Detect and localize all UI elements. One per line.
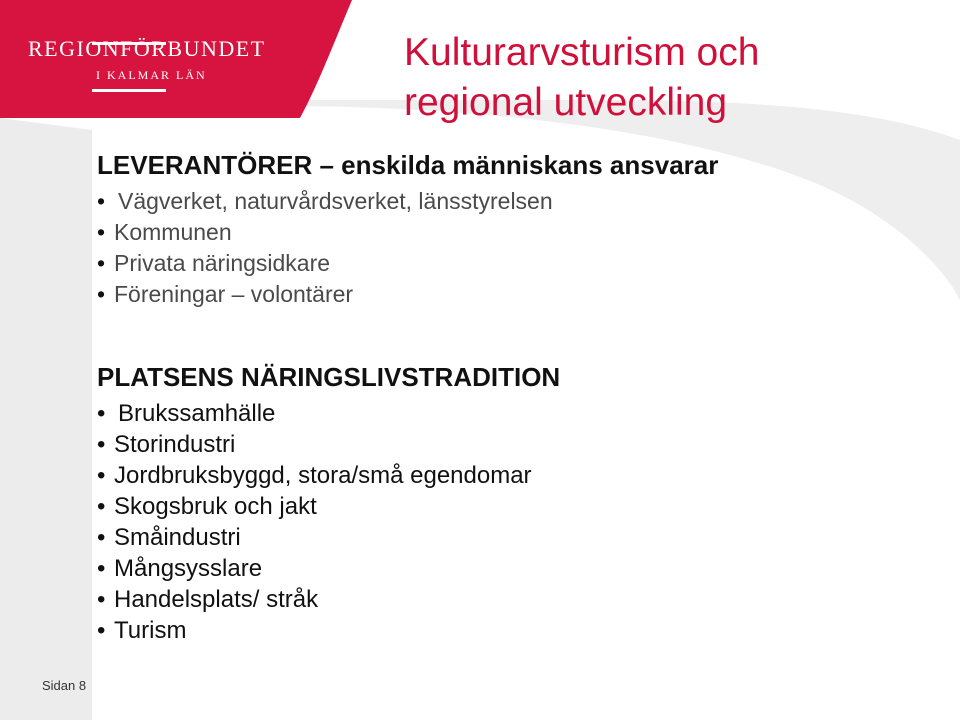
slide-title [404, 28, 944, 128]
section-leverantorer [97, 148, 937, 310]
list-item: • Kommunen [97, 217, 937, 248]
list-item: • Skogsbruk och jakt [97, 491, 937, 522]
list-item: • Handelsplats/ stråk [97, 584, 937, 615]
bullet-list [97, 398, 937, 646]
gray-sidebar-shape [0, 118, 92, 720]
list-item: • Föreningar – volontärer [97, 279, 937, 310]
regionforbundet-logo [28, 36, 266, 92]
section-heading: LEVERANTÖRER – enskilda människans ansvarar [97, 150, 719, 180]
list-item: • Turism [97, 615, 937, 646]
list-item: • Jordbruksbyggd, stora/små egendomar [97, 460, 937, 491]
bullet-list [97, 186, 937, 310]
page-number: Sidan 8 [42, 678, 87, 693]
list-item: • Mångsysslare [97, 553, 937, 584]
section-heading: PLATSENS NÄRINGSLIVSTRADITION [97, 362, 561, 392]
logo-main-text: REGIONFÖRBUNDET [28, 36, 266, 61]
list-item: • Brukssamhälle [97, 398, 937, 429]
slide-title-line-1: Kulturarvsturism och [404, 31, 760, 74]
list-item: • Storindustri [97, 429, 937, 460]
logo-sub-text: I KALMAR LÄN [96, 68, 207, 82]
section-naringslivstradition [97, 360, 937, 646]
slide-title-line-2: regional utveckling [404, 81, 728, 124]
list-item: • Vägverket, naturvårdsverket, länsstyrelsen [97, 186, 937, 217]
list-item: • Privata näringsidkare [97, 248, 937, 279]
list-item: • Småindustri [97, 522, 937, 553]
logo-bottom-bar [92, 89, 166, 92]
